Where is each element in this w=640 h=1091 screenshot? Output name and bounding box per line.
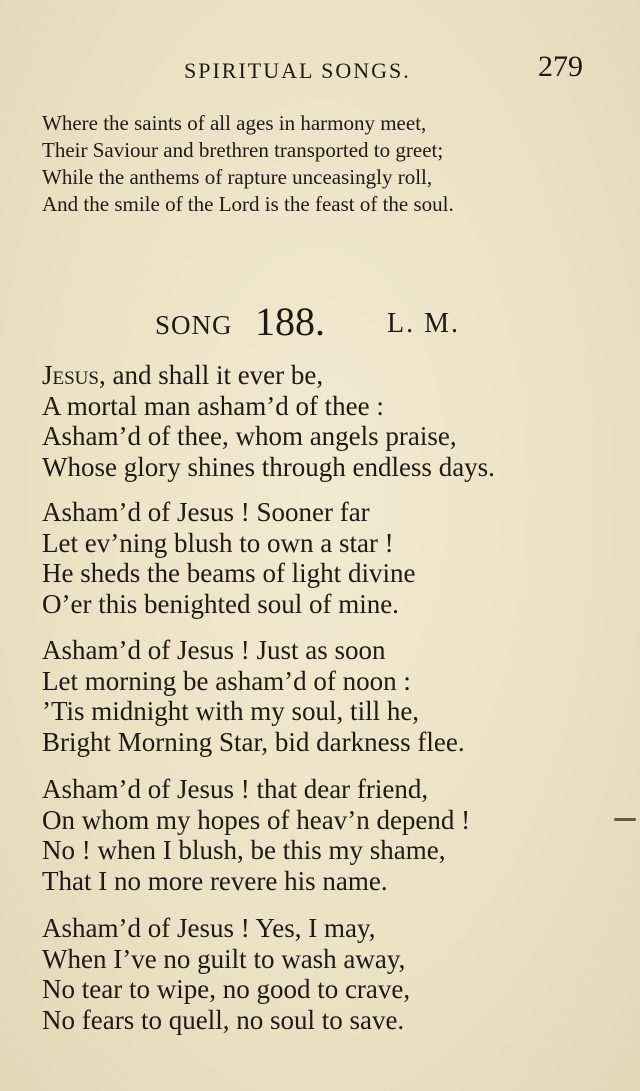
verse-line: That I no more revere his name. [42, 865, 388, 896]
verse-line: When I’ve no guilt to wash away, [42, 943, 406, 974]
page-number: 279 [538, 50, 583, 83]
previous-song-final-stanza [42, 110, 454, 218]
stanza-2 [42, 497, 415, 619]
verse-line: Let ev’ning blush to own a star ! [42, 527, 394, 558]
verse-line: Where the saints of all ages in harmony meet, [42, 111, 427, 135]
verse-line: On whom my hopes of heav’n depend ! [42, 804, 471, 835]
first-word: Jesus [42, 360, 99, 390]
stanza-4 [42, 774, 470, 896]
verse-line: Asham’d of Jesus ! Sooner far [42, 497, 370, 527]
verse-line: O’er this benighted soul of mine. [42, 588, 399, 619]
verse-line: Asham’d of thee, whom angels praise, [42, 421, 457, 451]
verse-line: Let morning be asham’d of noon : [42, 665, 411, 696]
verse-line: No ! when I blush, be this my shame, [42, 835, 446, 865]
song-heading [0, 298, 640, 348]
verse-line: While the anthems of rapture unceasingly roll, [42, 165, 433, 189]
song-number: 188. [255, 299, 325, 344]
first-line-rest: , and shall it ever be, [98, 360, 324, 390]
verse-line: Whose glory shines through endless days. [42, 451, 495, 482]
verse-line: No fears to quell, no soul to save. [42, 1004, 405, 1035]
stanza-3 [42, 635, 465, 757]
page-header [0, 50, 640, 90]
verse-line: Asham’d of Jesus ! that dear friend, [42, 774, 429, 804]
running-title: SPIRITUAL SONGS. [184, 58, 411, 83]
verse-line: No tear to wipe, no good to crave, [42, 974, 411, 1004]
verse-line: Their Saviour and brethren transported to greet; [42, 138, 444, 162]
stanza-1 [42, 360, 495, 482]
margin-mark [614, 818, 636, 821]
verse-line: And the smile of the Lord is the feast of the soul. [42, 192, 454, 216]
verse-line-first [42, 360, 495, 391]
verse-line: ’Tis midnight with my soul, till he, [42, 696, 420, 726]
song-meter: L. M. [387, 308, 460, 339]
song-label: SONG [155, 310, 233, 340]
verse-line: He sheds the beams of light divine [42, 558, 416, 588]
verse-line: Bright Morning Star, bid darkness flee. [42, 726, 465, 757]
stanza-5 [42, 913, 410, 1035]
verse-line: Asham’d of Jesus ! Yes, I may, [42, 913, 376, 943]
verse-line: A mortal man asham’d of thee : [42, 390, 384, 421]
verse-line: Asham’d of Jesus ! Just as soon [42, 635, 386, 665]
